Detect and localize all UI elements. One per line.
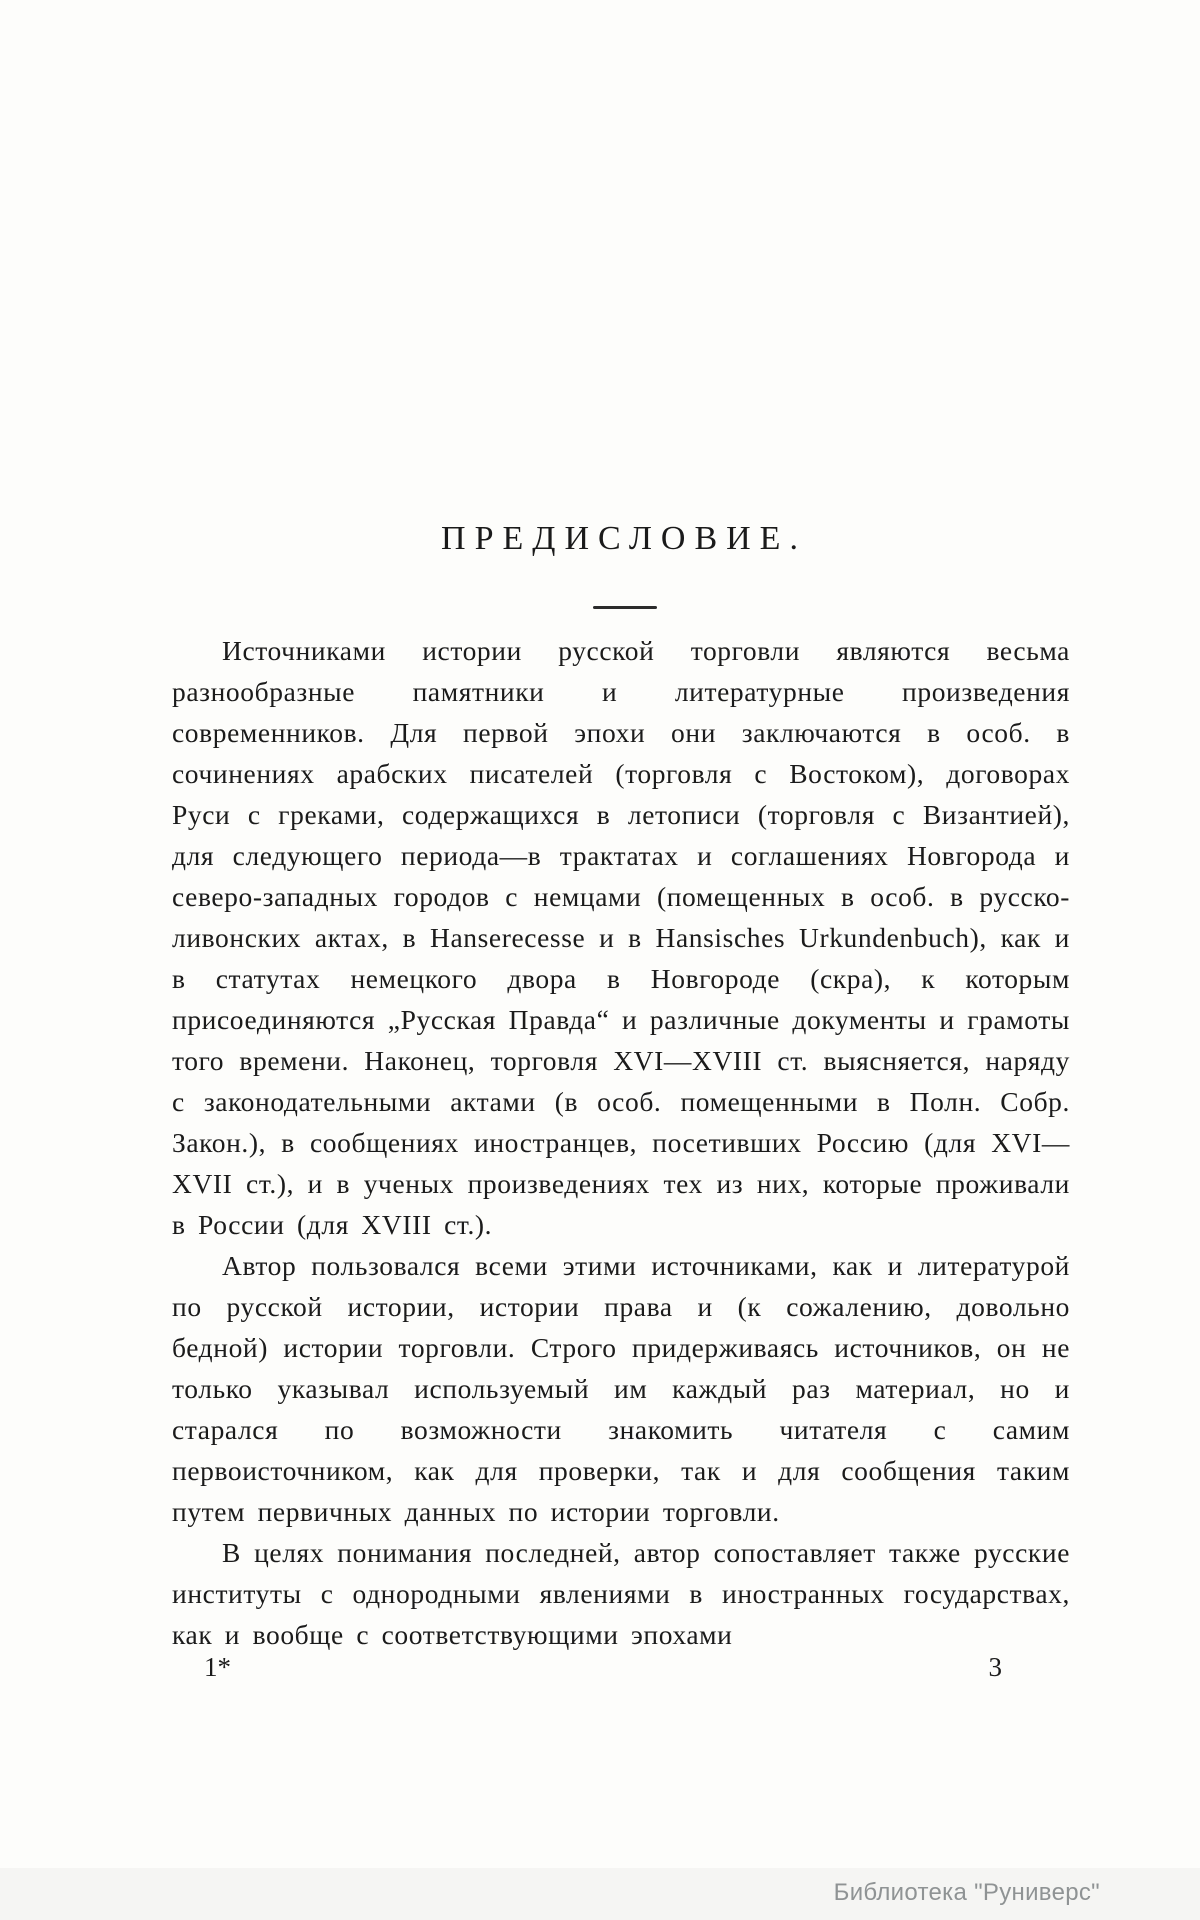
text-block <box>172 630 1070 1655</box>
paragraph: Источниками истории русской торговли являются весьма разнообразные памятники и литературные произведения современников. Для первой эпохи они заключаются в особ. в сочинениях арабских писателей (торговля с Востоком), договорах Руси с греками, содержащихся в летописи (торговля с Византией), для следующего периода—в трактатах и соглашениях Новгорода и северо-западных городов с немцами (помещенных в особ. в русско-ливонских актах, в Hanserecesse и в Hansisches Urkundenbuch), как и в статутах немецкого двора в Новгороде (скра), к которым присоединяются „Русская Правда“ и различные документы и грамоты того времени. Наконец, торговля XVI—XVIII ст. выясняется, наряду с законодательными актами (в особ. помещенными в Полн. Собр. Закон.), в сообщениях иностранцев, посетивших Россию (для XVI—XVII ст.), и в ученых произведениях тех из них, которые проживали в России (для XVIII ст.). <box>172 635 1070 1240</box>
watermark: Библиотека "Руниверс" <box>833 1879 1100 1906</box>
page-number: 3 <box>988 1652 1002 1682</box>
paragraph: Автор пользовался всеми этими источниками, как и литературой по русской истории, истории права и (к сожалению, довольно бедной) истории торговли. Строго придерживаясь источников, он не только указывал используемый им каждый раз материал, но и старался по возможности знакомить читателя с самим первоисточником, как для проверки, так и для сообщения таким путем первичных данных по истории торговли. <box>172 1250 1070 1527</box>
signature-mark: 1* <box>204 1652 231 1682</box>
page-title: ПРЕДИСЛОВИЕ. <box>441 520 807 557</box>
paragraph: В целях понимания последней, автор сопоставляет также русские институты с однородными явлениями в иностранных государствах, как и вообще с соответствующими эпохами <box>172 1537 1070 1650</box>
title-divider <box>593 606 657 609</box>
page-footer <box>176 1652 1072 1683</box>
